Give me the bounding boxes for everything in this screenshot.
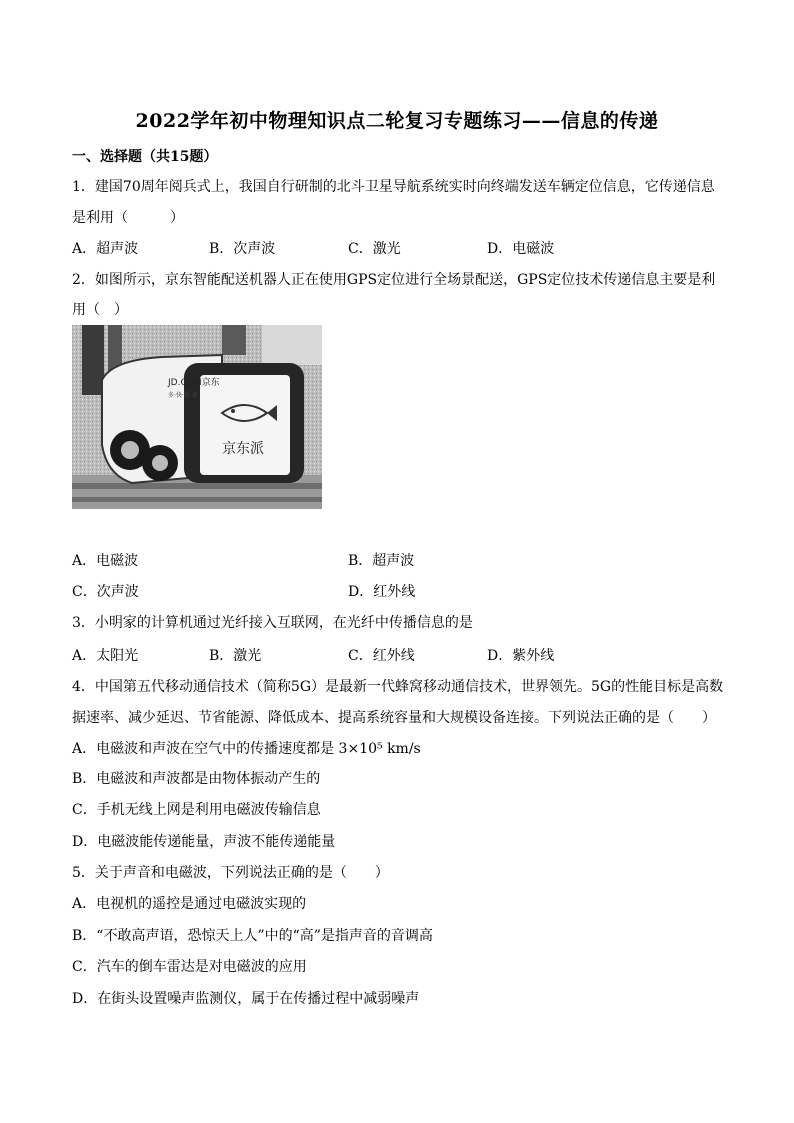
q4-stem-line1: 4．中国第五代移动通信技术（简称5G）是最新一代蜂窝移动通信技术，世界领先。5G的性能目标是高数 <box>72 679 724 695</box>
q4-option-c: C．手机无线上网是利用电磁波传输信息 <box>72 802 321 818</box>
document-title: 2022学年初中物理知识点二轮复习专题练习——信息的传递 <box>135 110 659 132</box>
q2-option-c: C．次声波 <box>72 584 139 600</box>
section-heading: 一、选择题（共15题） <box>72 149 218 165</box>
q5-option-a: A．电视机的遥控是通过电磁波实现的 <box>72 896 307 912</box>
q4-option-d: D．电磁波能传递能量，声波不能传递能量 <box>72 834 336 850</box>
q3-option-b: B．激光 <box>209 648 262 664</box>
q4-option-b: B．电磁波和声波都是由物体振动产生的 <box>72 771 321 787</box>
q5-option-c: C．汽车的倒车雷达是对电磁波的应用 <box>72 959 307 975</box>
robot-brand-text: JD.COM京东 <box>168 378 220 388</box>
robot-box-text: 京东派 <box>222 441 264 457</box>
q1-stem-line2: 是利用（ ） <box>72 210 184 226</box>
q1-option-a: A．超声波 <box>72 241 139 257</box>
q5-stem: 5．关于声音和电磁波，下列说法正确的是（ ） <box>72 865 389 881</box>
q4-option-a: A．电磁波和声波在空气中的传播速度都是 3×10⁵ km/s <box>72 741 421 757</box>
q5-option-b: B．“不敢高声语，恐惊天上人”中的“高”是指声音的音调高 <box>72 928 433 944</box>
q3-option-c: C．红外线 <box>348 648 415 664</box>
delivery-robot-photo <box>72 325 322 509</box>
q1-option-c: C．激光 <box>348 241 401 257</box>
robot-slogan-text: 多·快·好·省 <box>168 392 198 399</box>
q1-option-d: D．电磁波 <box>487 241 555 257</box>
q2-option-b: B．超声波 <box>348 553 415 569</box>
q2-stem-line1: 2．如图所示，京东智能配送机器人正在使用GPS定位进行全场景配送，GPS定位技术传递信息主要是利 <box>72 272 716 288</box>
q3-option-a: A．太阳光 <box>72 648 139 664</box>
q1-stem-line1: 1．建国70周年阅兵式上，我国自行研制的北斗卫星导航系统实时向终端发送车辆定位信息，它传递信息 <box>72 179 715 195</box>
q2-option-d: D．红外线 <box>348 584 416 600</box>
q5-option-d: D．在街头设置噪声监测仪，属于在传播过程中减弱噪声 <box>72 991 420 1007</box>
q4-stem-line2: 据速率、减少延迟、节省能源、降低成本、提高系统容量和大规模设备连接。下列说法正确的是（ ） <box>72 710 716 726</box>
q3-stem: 3．小明家的计算机通过光纤接入互联网，在光纤中传播信息的是 <box>72 615 473 631</box>
q1-option-b: B．次声波 <box>209 241 276 257</box>
q3-option-d: D．紫外线 <box>487 648 555 664</box>
q2-option-a: A．电磁波 <box>72 553 139 569</box>
q2-stem-line2: 用（ ） <box>72 302 128 318</box>
